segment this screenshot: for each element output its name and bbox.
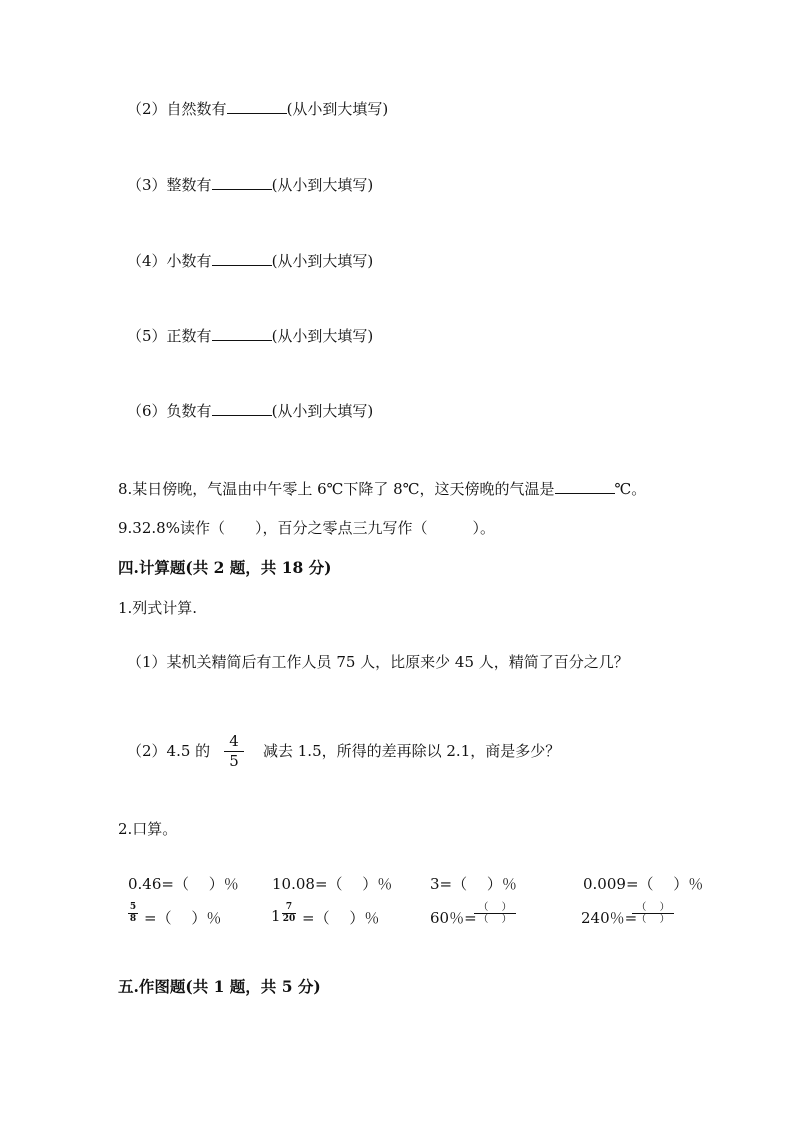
- item-suffix: (从小到大填写): [271, 402, 374, 420]
- question-text: 9.32.8%读作（ ），百分之零点三九写作（ ）。: [118, 519, 495, 537]
- answer-blank[interactable]: [227, 99, 287, 114]
- item-suffix: (从小到大填写): [271, 176, 374, 194]
- fill-item-4: [127, 250, 373, 271]
- problem-2-title: 2.口算。: [118, 820, 178, 838]
- fraction-numerator: 7: [285, 902, 293, 912]
- fraction-denominator: （ ）: [636, 914, 670, 925]
- oral-calc-r1c1: 0.46=（ ）％: [128, 875, 239, 893]
- answer-blank[interactable]: [212, 175, 272, 190]
- item-number: （5）: [127, 327, 167, 345]
- fill-item-6: [127, 400, 373, 421]
- item-number: （4）: [127, 252, 167, 270]
- fraction-denominator: 8: [129, 914, 137, 924]
- item-label: 小数有: [166, 252, 212, 270]
- item-suffix: (从小到大填写): [271, 327, 374, 345]
- item-label: 整数有: [166, 176, 212, 194]
- oral-calc-r1c4: 0.009=（ ）％: [583, 875, 704, 893]
- oral-calc-r1c2: 10.08=（ ）％: [272, 875, 393, 893]
- fill-item-3: [127, 174, 373, 195]
- problem-1-sub2-prefix: （2）4.5 的: [127, 742, 211, 760]
- fraction-denominator: 5: [229, 752, 239, 770]
- question-suffix: ℃。: [614, 480, 647, 498]
- oral-calc-r1c3: 3=（ ）％: [430, 875, 517, 893]
- fraction-numerator: 4: [229, 732, 239, 750]
- fraction-numerator: （ ）: [636, 902, 670, 913]
- fill-item-5: [127, 325, 373, 346]
- problem-1-sub1: （1）某机关精简后有工作人员 75 人，比原来少 45 人，精简了百分之几？: [127, 653, 629, 671]
- question-8: [118, 478, 646, 499]
- question-text: 8.某日傍晚，气温由中午零上 6℃下降了 8℃，这天傍晚的气温是: [118, 480, 555, 498]
- oral-calc-r2c2-tail: =（ ）％: [302, 909, 380, 927]
- question-9: [118, 517, 495, 538]
- answer-blank[interactable]: [555, 479, 615, 494]
- fraction-four-fifths: [224, 733, 244, 770]
- fraction-denominator: （ ）: [478, 914, 512, 925]
- item-number: （2）: [127, 100, 167, 118]
- oral-calc-r2c1-tail: =（ ）％: [144, 909, 222, 927]
- item-label: 正数有: [166, 327, 212, 345]
- fraction-denominator: 20: [282, 914, 296, 924]
- answer-blank[interactable]: [212, 401, 272, 416]
- fill-item-2: [127, 98, 388, 119]
- item-suffix: (从小到大填写): [286, 100, 389, 118]
- section-5-heading: 五.作图题(共 1 题，共 5 分): [118, 977, 321, 996]
- problem-1-sub2-suffix: 减去 1.5，所得的差再除以 2.1，商是多少？: [263, 742, 561, 760]
- item-label: 负数有: [166, 402, 212, 420]
- item-number: （3）: [127, 176, 167, 194]
- item-suffix: (从小到大填写): [271, 252, 374, 270]
- fraction-numerator: 5: [129, 902, 137, 912]
- fraction-five-eighths: [128, 903, 138, 924]
- blank-fraction[interactable]: [632, 902, 674, 925]
- blank-fraction[interactable]: [474, 902, 516, 925]
- fraction-seven-twentieths: [282, 903, 296, 924]
- oral-calc-r2c4-prefix: 240％=: [581, 909, 638, 927]
- answer-blank[interactable]: [212, 251, 272, 266]
- item-number: （6）: [127, 402, 167, 420]
- problem-1-title: 1.列式计算.: [118, 599, 198, 617]
- answer-blank[interactable]: [212, 326, 272, 341]
- section-4-heading: 四.计算题(共 2 题，共 18 分): [118, 558, 332, 577]
- oral-calc-r2c3-prefix: 60％=: [430, 909, 477, 927]
- fraction-numerator: （ ）: [478, 902, 512, 913]
- mixed-number-whole: 1: [271, 907, 281, 925]
- item-label: 自然数有: [166, 100, 227, 118]
